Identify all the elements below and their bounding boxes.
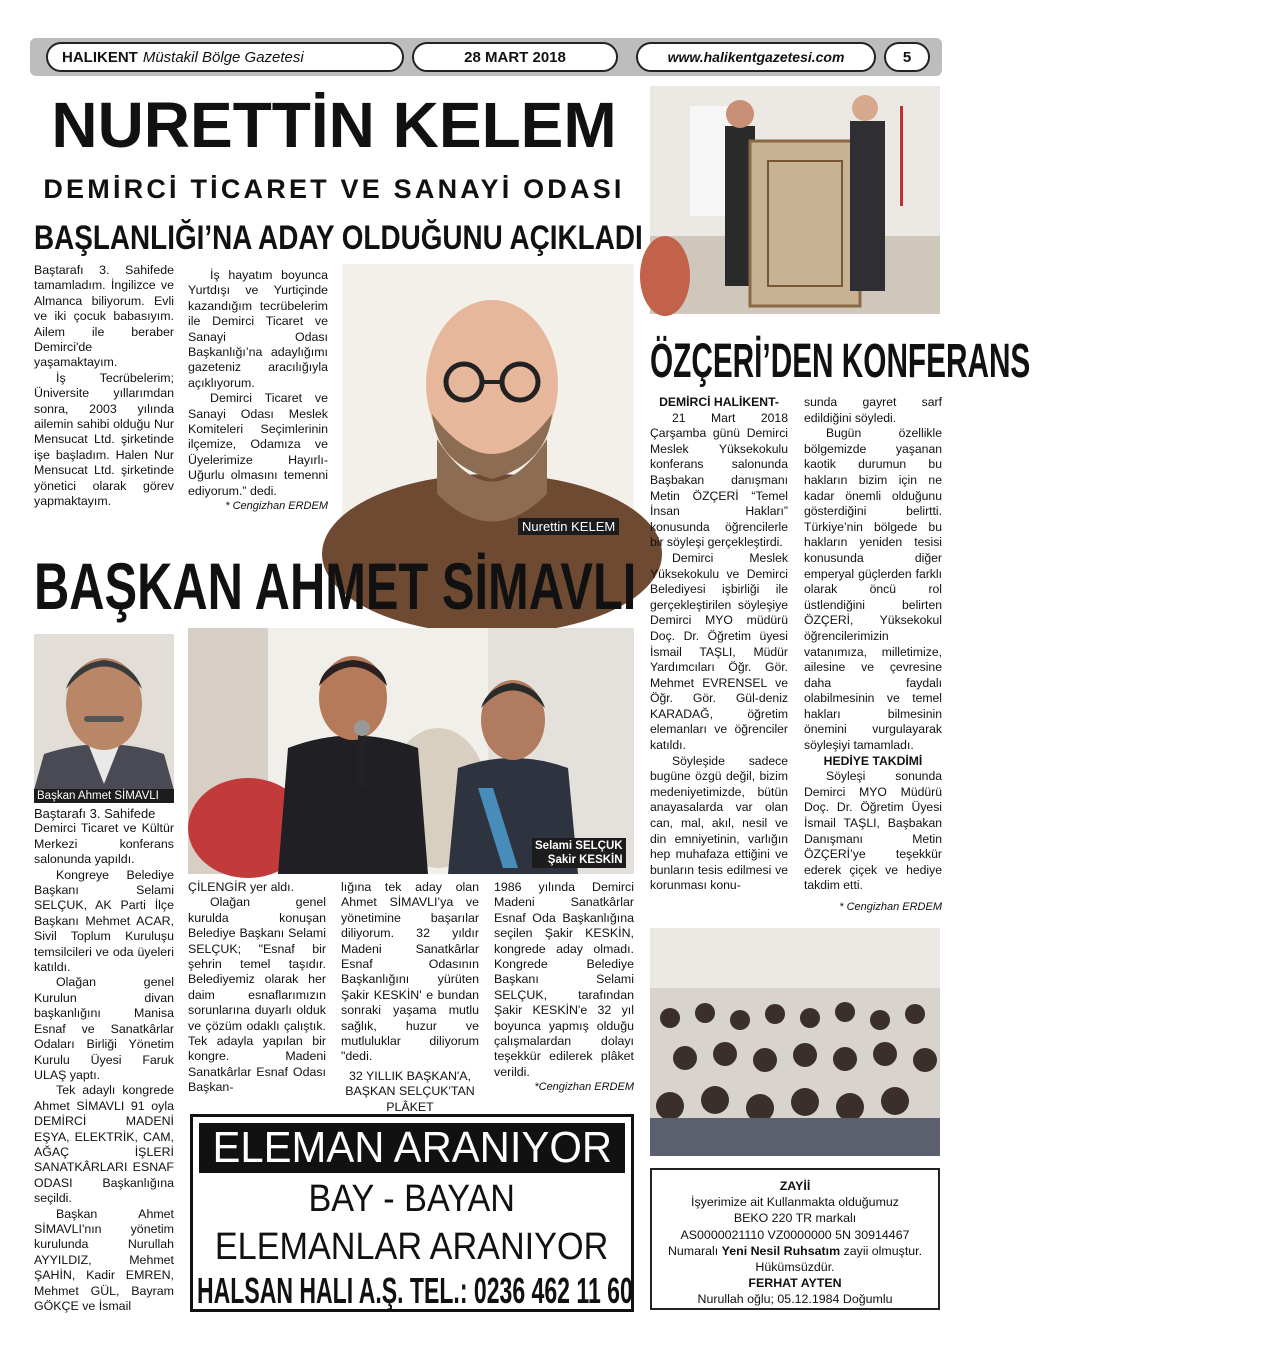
conference-gift-photo <box>650 86 940 314</box>
article1-column1 <box>34 263 174 510</box>
article3-column1 <box>650 395 788 894</box>
notice-line: Numaralı Yeni Nesil Ruhsatım zayii olmuştur. <box>667 1243 923 1258</box>
paragraph: 1986 yılında Demirci Madeni Sanatkârlar Esnaf Oda Başkanlığına seçilen Şakir KESKİN, kongrede aday olmadı. Kongrede Belediye Başkanı Selami SELÇUK, tarafından Şakir KESKİN'e 32 yıl boyunca yapmış olduğu çalışmalardan dolayı teşekkür edilerek plâket verildi. <box>494 880 634 1079</box>
dateline: DEMİRCİ HALİKENT- <box>659 395 779 409</box>
notice-line: İşyerimize ait Kullanmakta olduğumuz <box>691 1195 899 1210</box>
article3-headline-wrap <box>650 335 1031 388</box>
paragraph: Demirci Ticaret ve Kültür Merkezi konferans salonunda yapıldı. <box>34 821 174 867</box>
paragraph: İş Tecrübelerim; Üniversite yıllarımdan sonra, 2003 yılında ailemin sahibi olduğu Nur Mensucat Ltd. şirketinde işe başladım. Halen Nur Mensucat Ltd. şirketinde yönetici olarak görev yapmaktayım. <box>34 370 174 509</box>
notice-line: AS0000021110 VZ0000000 5N 30914467 <box>680 1227 910 1242</box>
article2-credit: *Cengizhan ERDEM <box>534 1081 634 1094</box>
article1-subhead2-wrap <box>34 218 643 258</box>
paragraph: Demirci Meslek Yüksekokulu ve Demirci Belediyesi işbirliği ile gerçekleştirilen söyleşiye Demirci MYO müdürü Doç. Dr. Öğretim üyesi İsmail TAŞLI, Müdür Yardımcıları Öğr. Gör. Mehmet EVRENSEL ve Öğr. Gör. Gül-deniz KARADAĞ, öğretim elemanları ve öğrenciler katıldı. <box>650 550 788 753</box>
paragraph: sunda gayret sarf edildiğini söyledi. <box>804 395 942 425</box>
paragraph: Bugün özellikle bölgemizde yaşanan kaotik durumun bu hakların bizim için ne kadar önemli olduğunu gösterdiğini belirtti. Türkiye’nin bölgede bu hakların yeniden tesisi konusunda diğer emperyal güçlerden farklı olarak öncü rol üstlendiğini belirten ÖZÇERİ, Yüksekokul öğrencilerimizin vatanımıza, milletimize, ailesine ve çevresine daha faydalı olabilmesinin ve temel hakları bilmesinin önemini vurgulayarak söyleşiyi tamamladı. <box>804 426 942 753</box>
job-ad-title: ELEMAN ARANIYOR <box>212 1123 612 1172</box>
paragraph: ÇİLENGİR yer aldı. <box>188 880 295 894</box>
job-ad-title-bar <box>199 1123 625 1173</box>
portrait-caption: Başkan Ahmet SİMAVLI <box>34 789 174 803</box>
notice-title: ZAYİİ <box>779 1179 811 1193</box>
date-pill <box>412 42 618 72</box>
article2-column1 <box>34 806 174 1314</box>
article1-headline-wrap <box>34 90 634 160</box>
paragraph: İş hayatım boyunca Yurtdışı ve Yurtiçinde kazandığım tecrübelerim ile Demirci Ticaret ve Sanayi Odası Başkanlığı’na adaylığımı gazeteniz aracılığıyla açıklıyorum. <box>188 268 328 390</box>
paragraph: Söyleşide sadece bugüne özgü değil, bizim medeniyetimizde, bütün anayasalarda var olan can, mal, akıl, nesil ve din emniyetinin, varlığın hep muhafaza ettiğini ve bunların tesis edilmesi ve korunması konu- <box>650 753 788 893</box>
ahmet-simavli-portrait <box>34 634 174 790</box>
article2-column4 <box>494 880 634 1096</box>
article3-credit: * Cengizhan ERDEM <box>839 901 942 913</box>
paragraph: Kongreye Belediye Başkanı Selami SELÇUK, AK Parti İlçe Başkanı Mehmet ACAR, Sivil Toplum Kuruluşu temsilcileri ve oda üyeleri katıldı. <box>34 867 174 975</box>
masthead-pill <box>46 42 404 72</box>
page-number-pill <box>884 42 930 72</box>
job-ad <box>190 1114 634 1312</box>
job-ad-contact-wrap <box>197 1270 633 1311</box>
paragraph: Tek adaylı kongrede Ahmet SİMAVLI 91 oyla DEMİRCİ MADENİ EŞYA, ELEKTRİK, CAM, AĞAÇ İŞLERİ SANATKÂRLARI ESNAF ODASI Başkanlığına seçildi. <box>34 1083 174 1206</box>
job-ad-line1: BAY - BAYAN <box>308 1178 516 1220</box>
lost-document-notice <box>650 1168 940 1310</box>
congress-photo-caption: Selami SELÇUK Şakir KESKİN <box>532 838 626 868</box>
audience-photo <box>650 928 940 1156</box>
nurettin-kelem-caption: Nurettin KELEM <box>518 518 619 535</box>
jump-line: Baştarafı 3. Sahifede <box>34 806 156 821</box>
job-ad-line2: ELEMANLAR ARANIYOR <box>215 1226 609 1268</box>
article2-subheading: 32 YILLIK BAŞKAN'A, BAŞKAN SELÇUK'TAN PLÂKET <box>345 1068 475 1114</box>
article1-subhead2: BAŞLANLIĞI’NA ADAY OLDUĞUNU AÇIKLADI <box>34 219 643 257</box>
nurettin-kelem-photo <box>342 264 634 538</box>
page-number: 5 <box>902 48 912 66</box>
article1-column2 <box>188 268 328 515</box>
paragraph: lığına tek aday olan Ahmet SİMAVLI’ya ve yönetimine başarılar diliyorum. 32 yıldır Madeni Sanatkârlar Esnaf Odasının Başkanlığını yürüten Şakir KESKİN' e bundan sonraki yaşama mutlu sağlık, huzur ve mutluluklar diliyorum "dedi. <box>341 880 479 1064</box>
job-ad-contact: HALSAN HALI A.Ş. TEL.: 0236 462 11 60 <box>197 1270 633 1311</box>
article3-column2 <box>804 395 942 916</box>
paragraph: Olağan genel kurulda konuşan Belediye Başkanı Selami SELÇUK; "Esnaf bir şehrin temel taşıdır. Belediyemiz olarak her daim esnaflarımızın sorunlarına duyarlı olduk ve çözüm odaklı çalıştık. Tek adayla yapılan bir kongre. Madeni Sanatkârlar Esnaf Odası Başkan- <box>188 895 326 1095</box>
article3-headline: ÖZÇERİ’DEN KONFERANS <box>650 335 1031 388</box>
article2-headline: BAŞKAN AHMET SİMAVLI <box>34 549 637 623</box>
article2-column2 <box>188 880 326 1096</box>
paragraph: Demirci Ticaret ve Sanayi Odası Meslek Komiteleri Seçimlerinin ilçemize, Odamıza ve Üyelerimize Hayırlı-Uğurlu olmasını temenni ediyorum.” dedi. <box>188 391 328 498</box>
paper-tagline: Müstakil Bölge Gazetesi <box>142 48 304 66</box>
article2-column3 <box>341 880 479 1115</box>
article3-subheading: HEDİYE TAKDİMİ <box>823 753 923 768</box>
website[interactable]: www.halikentgazetesi.com <box>667 49 845 65</box>
article1-headline: NURETTİN KELEM <box>51 89 617 161</box>
paragraph: Başkan Ahmet SİMAVLI'nın yönetim kurulunda Nurullah AYYILDIZ, Mehmet ŞAHİN, Kadir EMREN, Mehmet GÜL, Bayram GÖKÇE ve İsmail <box>34 1206 174 1313</box>
notice-line: BEKO 220 TR markalı <box>733 1211 857 1226</box>
notice-line: Nurullah oğlu; 05.12.1984 Doğumlu <box>697 1292 893 1307</box>
paragraph: Baştarafı 3. Sahifede tamamladım. İngilizce ve Almanca biliyorum. Evli ve iki çocuk babasıyım. Ailem ile beraber Demirci'de yaşamaktayım. <box>34 263 174 370</box>
article1-subhead1: DEMİRCİ TİCARET VE SANAYİ ODASI <box>43 174 625 204</box>
website-pill <box>636 42 876 72</box>
article1-credit: * Cengizhan ERDEM <box>225 500 328 513</box>
notice-line: Hükümsüzdür. <box>755 1260 835 1275</box>
paragraph: Olağan genel Kurulun divan başkanlığını Manisa Esnaf ve Sanatkârlar Odaları Birliği Yönetim Kurulu Üyesi Faruk ULAŞ yaptı. <box>34 975 174 1082</box>
paper-name: HALIKENT <box>62 48 138 66</box>
job-ad-line1-wrap <box>193 1177 631 1221</box>
paragraph: 21 Mart 2018 Çarşamba günü Demirci Meslek Yüksekokulu konferans salonunda Başbakan danışmanı Metin ÖZÇERİ “Temel İnsan Hakları” konusunda öğrencilerle bir söyleşi gerçekleştirdi. <box>650 410 788 550</box>
article2-headline-wrap <box>34 549 637 623</box>
issue-date: 28 MART 2018 <box>464 48 566 66</box>
paragraph: Söyleşi sonunda Demirci MYO Müdürü Doç. Dr. Öğretim Üyesi İsmail TAŞLI, Başbakan Danışmanı Metin ÖZÇERİ’ye teşekkür ederek çiçek ve hediye takdim etti. <box>804 769 942 893</box>
job-ad-line2-wrap <box>193 1225 631 1269</box>
notice-name: FERHAT AYTEN <box>748 1276 842 1291</box>
